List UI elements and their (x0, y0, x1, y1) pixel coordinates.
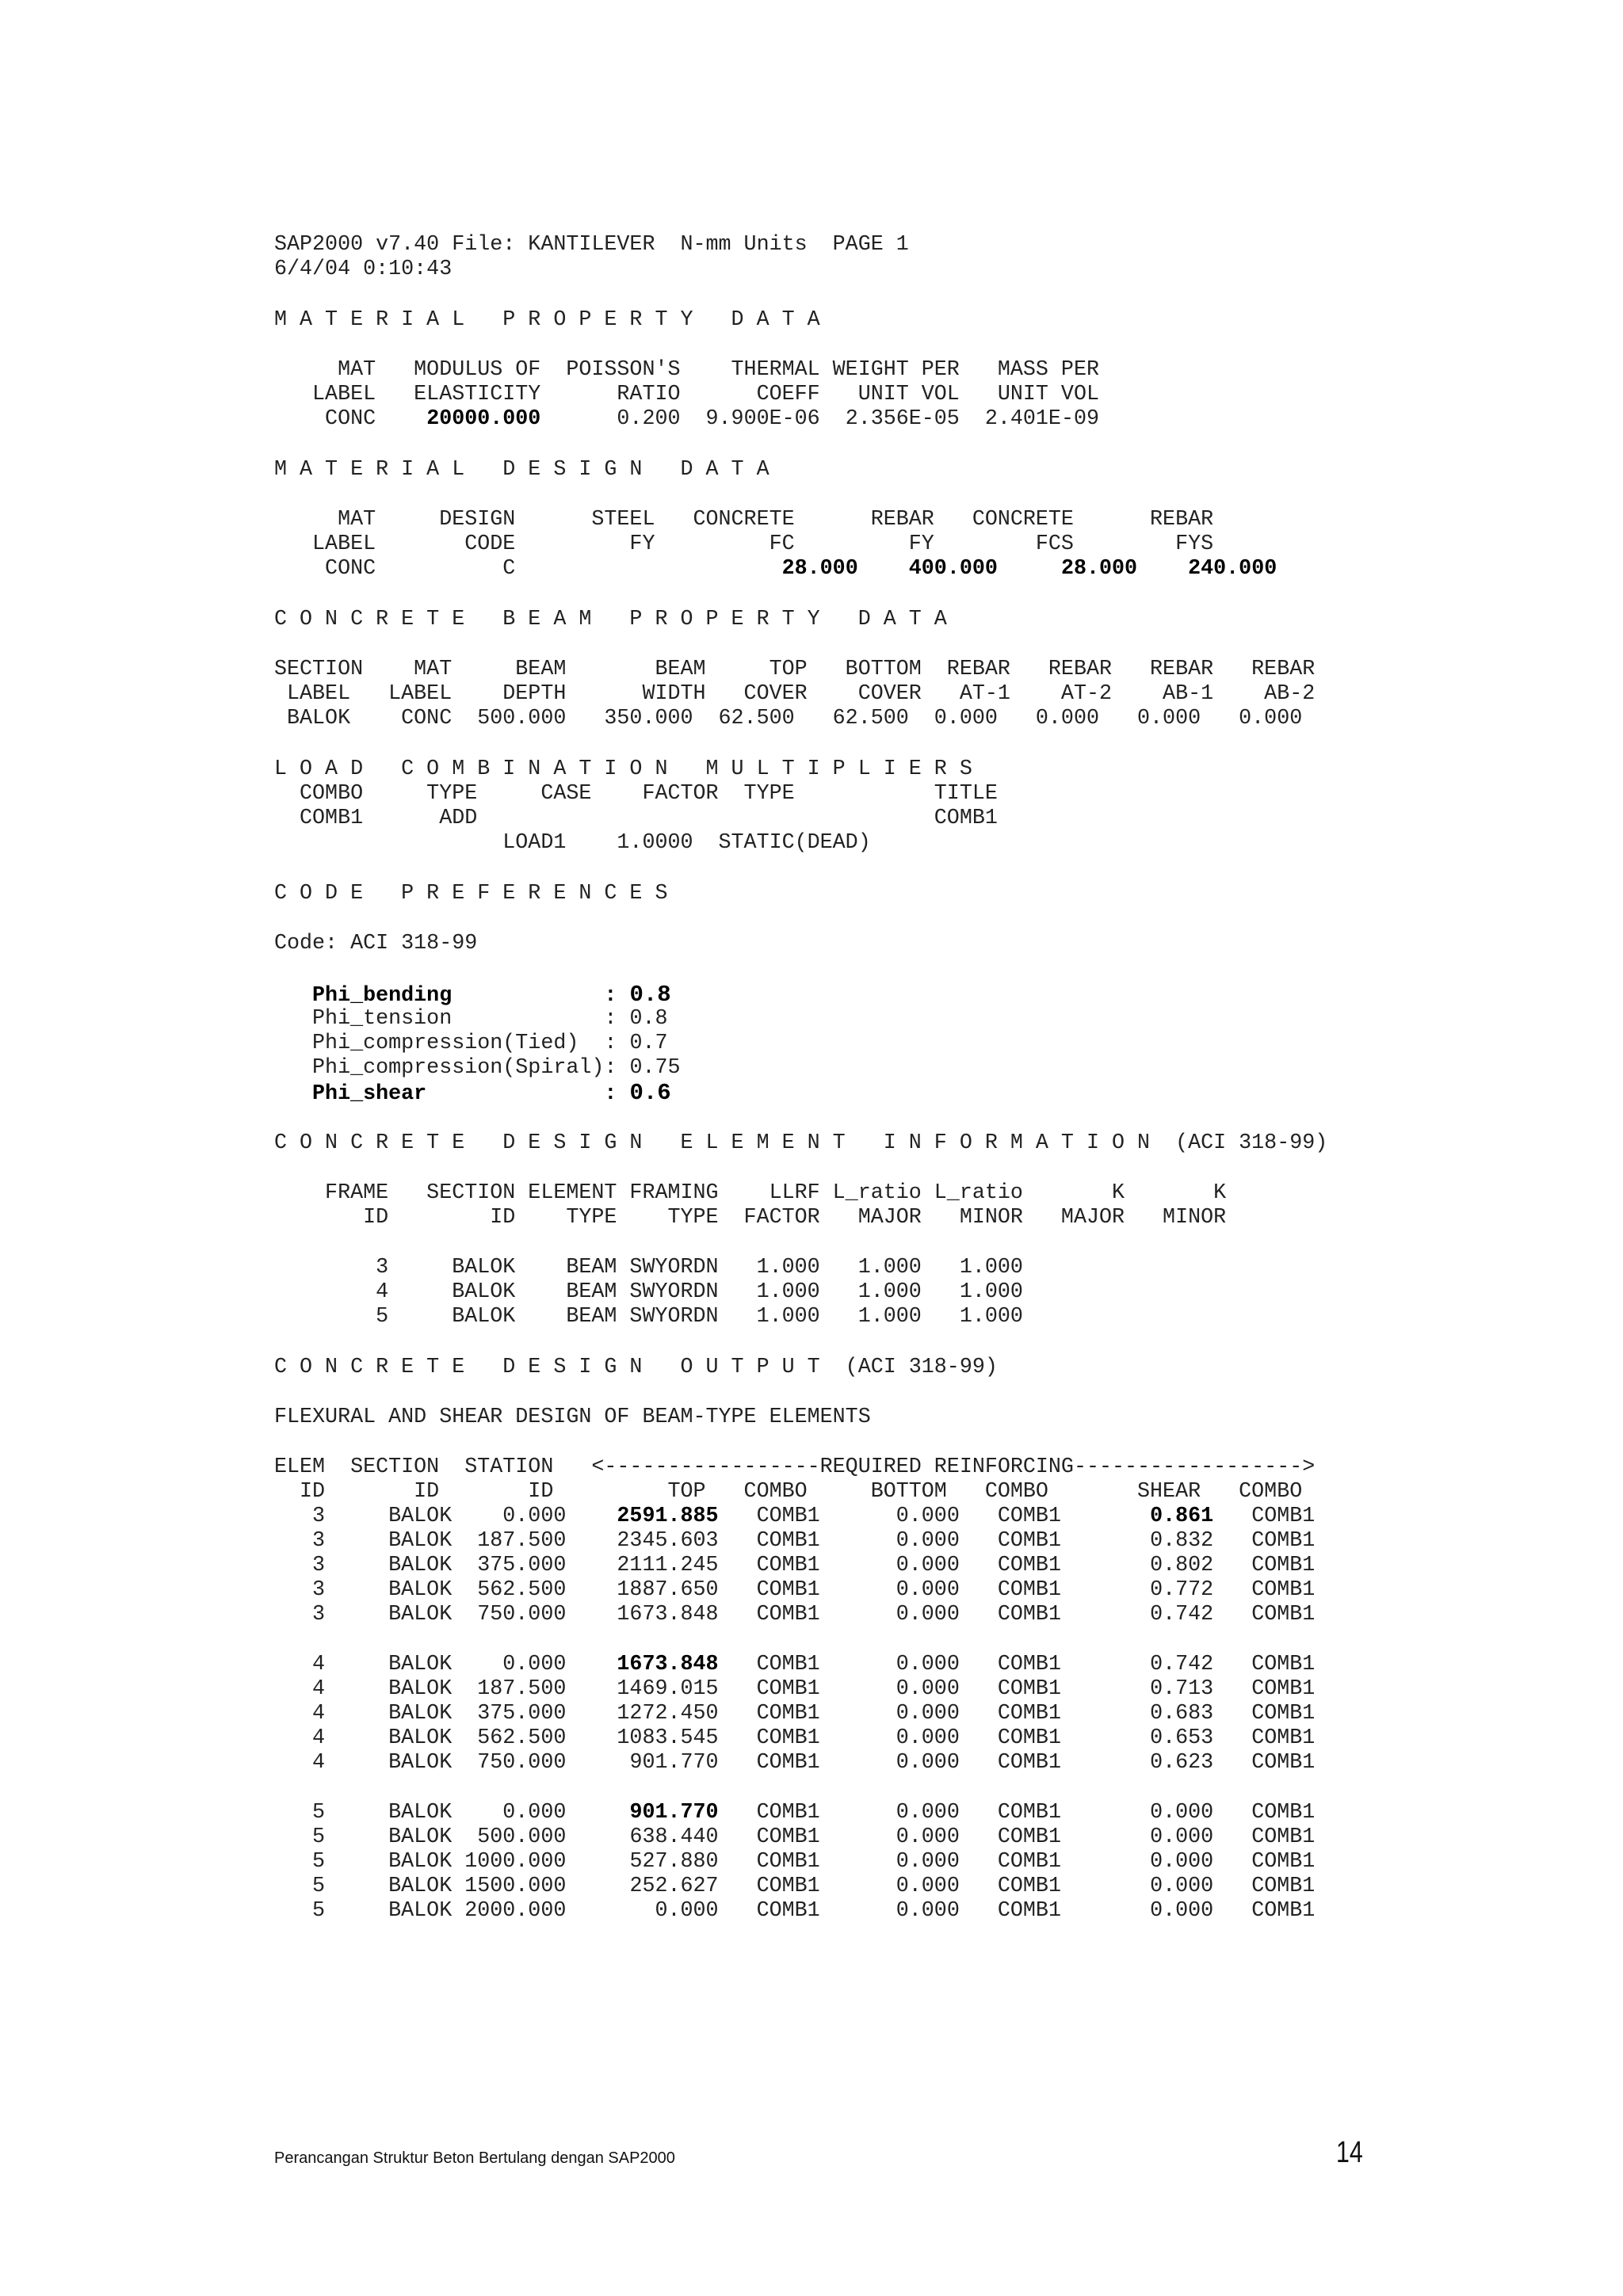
bottom-combo: COMB1 (997, 1825, 1061, 1849)
top-combo: COMB1 (756, 1578, 820, 1602)
elem-id: 5 (312, 1899, 326, 1923)
top-reinforcing: 1673.848 (617, 1653, 719, 1676)
top-reinforcing: 2591.885 (617, 1505, 719, 1528)
bottom-reinforcing: 0.000 (896, 1529, 960, 1553)
bottom-reinforcing: 0.000 (896, 1702, 960, 1726)
elem-id: 3 (312, 1603, 326, 1627)
top-combo: COMB1 (756, 1603, 820, 1627)
top-reinforcing: 1887.650 (617, 1578, 719, 1602)
shear-combo: COMB1 (1251, 1726, 1316, 1750)
design-output-row (274, 1875, 1315, 1900)
elem-id: 5 (312, 1850, 326, 1874)
section-id: BALOK (388, 1702, 453, 1726)
bottom-reinforcing: 0.000 (896, 1825, 960, 1849)
station: 500.000 (477, 1825, 567, 1849)
elem-id: 3 (312, 1578, 326, 1602)
design-output-row (274, 1578, 1315, 1604)
code-preferences-heading: C O D E P R E F E R E N C E S (274, 882, 668, 906)
element-info-header-2: ID ID TYPE TYPE FACTOR MAJOR MINOR MAJOR MINOR (274, 1206, 1227, 1230)
top-combo: COMB1 (756, 1801, 820, 1825)
shear-reinforcing: 0.000 (1150, 1801, 1214, 1825)
top-combo: COMB1 (756, 1751, 820, 1775)
top-reinforcing: 1083.545 (617, 1726, 719, 1750)
top-reinforcing: 252.627 (629, 1875, 719, 1898)
bottom-combo: COMB1 (997, 1751, 1061, 1775)
top-combo: COMB1 (756, 1529, 820, 1553)
top-reinforcing: 527.880 (629, 1850, 719, 1874)
design-output-row (274, 1850, 1315, 1875)
design-output-row (274, 1529, 1315, 1554)
design-output-row (274, 1505, 1315, 1530)
shear-combo: COMB1 (1251, 1702, 1316, 1726)
top-reinforcing: 901.770 (629, 1751, 719, 1775)
section-id: BALOK (388, 1505, 453, 1528)
design-output-row (274, 1726, 1315, 1752)
material-design-header-2: LABEL CODE FY FC FY FCS FYS (274, 532, 1214, 556)
load-combination-header: COMBO TYPE CASE FACTOR TYPE TITLE (274, 782, 998, 806)
phi-bending-value: 0.8 (629, 982, 671, 1008)
shear-combo: COMB1 (1251, 1653, 1316, 1676)
elem-id: 3 (312, 1505, 326, 1528)
bottom-combo: COMB1 (997, 1554, 1061, 1577)
bottom-reinforcing: 0.000 (896, 1850, 960, 1874)
shear-reinforcing: 0.000 (1150, 1850, 1214, 1874)
phi-tension-row: Phi_tension : 0.8 (312, 1007, 668, 1031)
phi-tension-label: Phi_tension (312, 1007, 453, 1031)
shear-combo: COMB1 (1251, 1875, 1316, 1898)
design-code: Code: ACI 318-99 (274, 932, 478, 955)
material-design-row (274, 557, 1277, 582)
phi-tension-value: 0.8 (629, 1007, 668, 1031)
shear-reinforcing: 0.000 (1150, 1825, 1214, 1849)
bottom-combo: COMB1 (997, 1578, 1061, 1602)
station: 1000.000 (464, 1850, 567, 1874)
elem-id: 3 (312, 1554, 326, 1577)
phi-shear-value: 0.6 (629, 1080, 671, 1106)
rebar-fy: 400.000 (908, 557, 998, 581)
design-output-row (274, 1702, 1315, 1727)
phi-compression-spiral-label: Phi_compression(Spiral) (312, 1056, 605, 1080)
station: 562.500 (477, 1726, 567, 1750)
design-output-row (274, 1899, 1315, 1924)
bottom-combo: COMB1 (997, 1505, 1061, 1528)
concrete-fcs: 28.000 (1060, 557, 1138, 581)
section-id: BALOK (388, 1554, 453, 1577)
report-date-line: 6/4/04 0:10:43 (274, 257, 453, 281)
top-reinforcing: 2345.603 (617, 1529, 719, 1553)
elem-id: 5 (312, 1825, 326, 1849)
bottom-combo: COMB1 (997, 1899, 1061, 1923)
elem-id: 4 (312, 1751, 326, 1775)
station: 187.500 (477, 1677, 567, 1701)
footer-book-title: Perancangan Struktur Beton Bertulang dengan SAP2000 (274, 2149, 675, 2167)
bottom-reinforcing: 0.000 (896, 1875, 960, 1898)
station: 0.000 (502, 1653, 567, 1676)
bottom-combo: COMB1 (997, 1801, 1061, 1825)
material-design-header-1: MAT DESIGN STEEL CONCRETE REBAR CONCRETE REBAR (274, 508, 1214, 532)
elem-id: 4 (312, 1653, 326, 1676)
load-combination-row-1: COMB1 ADD COMB1 (274, 807, 998, 830)
station: 375.000 (477, 1702, 567, 1726)
shear-reinforcing: 0.000 (1150, 1899, 1214, 1923)
design-output-header-1: ELEM SECTION STATION <-----------------REQUIRED REINFORCING------------------> (274, 1455, 1316, 1479)
bottom-combo: COMB1 (997, 1726, 1061, 1750)
station: 750.000 (477, 1751, 567, 1775)
material-property-rest: 0.200 9.900E-06 2.356E-05 2.401E-09 (540, 407, 1099, 431)
section-id: BALOK (388, 1578, 453, 1602)
top-reinforcing: 2111.245 (617, 1554, 719, 1577)
elem-id: 4 (312, 1726, 326, 1750)
phi-bending-row: Phi_bending : 0.8 (312, 982, 671, 1008)
design-output-row (274, 1554, 1315, 1579)
shear-combo: COMB1 (1251, 1529, 1316, 1553)
shear-combo: COMB1 (1251, 1578, 1316, 1602)
beam-property-row: BALOK CONC 500.000 350.000 62.500 62.500 0.000 0.000 0.000 0.000 (274, 707, 1303, 730)
shear-reinforcing: 0.861 (1150, 1505, 1214, 1528)
shear-combo: COMB1 (1251, 1899, 1316, 1923)
bottom-reinforcing: 0.000 (896, 1751, 960, 1775)
design-output-row (274, 1801, 1315, 1826)
material-property-header-2: LABEL ELASTICITY RATIO COEFF UNIT VOL UNIT VOL (274, 383, 1099, 406)
element-info-row: 5 BALOK BEAM SWYORDN 1.000 1.000 1.000 (274, 1305, 1023, 1329)
bottom-reinforcing: 0.000 (896, 1801, 960, 1825)
bottom-combo: COMB1 (997, 1875, 1061, 1898)
section-id: BALOK (388, 1899, 453, 1923)
top-combo: COMB1 (756, 1726, 820, 1750)
section-id: BALOK (388, 1825, 453, 1849)
elem-id: 3 (312, 1529, 326, 1553)
top-combo: COMB1 (756, 1899, 820, 1923)
load-combination-row-2: LOAD1 1.0000 STATIC(DEAD) (274, 831, 871, 855)
design-output-row (274, 1751, 1315, 1776)
top-reinforcing: 1469.015 (617, 1677, 719, 1701)
station: 562.500 (477, 1578, 567, 1602)
design-output-row (274, 1603, 1315, 1628)
shear-reinforcing: 0.772 (1150, 1578, 1214, 1602)
shear-reinforcing: 0.653 (1150, 1726, 1214, 1750)
top-reinforcing: 638.440 (629, 1825, 719, 1849)
phi-bending-label: Phi_bending (312, 984, 453, 1008)
bottom-combo: COMB1 (997, 1702, 1061, 1726)
bottom-combo: COMB1 (997, 1603, 1061, 1627)
section-id: BALOK (388, 1801, 453, 1825)
shear-reinforcing: 0.000 (1150, 1875, 1214, 1898)
station: 375.000 (477, 1554, 567, 1577)
design-output-heading: C O N C R E T E D E S I G N O U T P U T (ACI 318-99) (274, 1356, 998, 1379)
shear-combo: COMB1 (1251, 1603, 1316, 1627)
bottom-combo: COMB1 (997, 1529, 1061, 1553)
phi-compression-tied-value: 0.7 (629, 1032, 668, 1055)
material-property-row (274, 407, 1099, 433)
material-property-heading: M A T E R I A L P R O P E R T Y D A T A (274, 308, 820, 332)
bottom-reinforcing: 0.000 (896, 1505, 960, 1528)
mat-label: CONC (274, 407, 376, 431)
report-title-line: SAP2000 v7.40 File: KANTILEVER N-mm Units PAGE 1 (274, 233, 909, 257)
shear-combo: COMB1 (1251, 1825, 1316, 1849)
station: 2000.000 (464, 1899, 567, 1923)
phi-compression-tied-row: Phi_compression(Tied) : 0.7 (312, 1032, 668, 1055)
elem-id: 5 (312, 1875, 326, 1898)
bottom-reinforcing: 0.000 (896, 1554, 960, 1577)
top-reinforcing: 1673.848 (617, 1603, 719, 1627)
section-id: BALOK (388, 1603, 453, 1627)
station: 0.000 (502, 1505, 567, 1528)
phi-shear-row: Phi_shear : 0.6 (312, 1080, 671, 1106)
element-info-header-1: FRAME SECTION ELEMENT FRAMING LLRF L_ratio L_ratio K K (274, 1181, 1227, 1205)
section-id: BALOK (388, 1751, 453, 1775)
section-id: BALOK (388, 1529, 453, 1553)
element-info-heading: C O N C R E T E D E S I G N E L E M E N T I N F O R M A T I O N (ACI 318-99) (274, 1131, 1328, 1155)
top-reinforcing: 0.000 (655, 1899, 719, 1923)
material-design-heading: M A T E R I A L D E S I G N D A T A (274, 458, 769, 482)
bottom-reinforcing: 0.000 (896, 1726, 960, 1750)
material-design-left: CONC C (274, 557, 516, 581)
top-reinforcing: 901.770 (629, 1801, 719, 1825)
top-combo: COMB1 (756, 1554, 820, 1577)
elem-id: 4 (312, 1702, 326, 1726)
bottom-reinforcing: 0.000 (896, 1677, 960, 1701)
bottom-combo: COMB1 (997, 1850, 1061, 1874)
design-output-row (274, 1653, 1315, 1678)
section-id: BALOK (388, 1726, 453, 1750)
top-combo: COMB1 (756, 1702, 820, 1726)
station: 1500.000 (464, 1875, 567, 1898)
section-id: BALOK (388, 1850, 453, 1874)
phi-compression-tied-label: Phi_compression(Tied) (312, 1032, 579, 1055)
rebar-fys: 240.000 (1188, 557, 1277, 581)
top-combo: COMB1 (756, 1825, 820, 1849)
station: 0.000 (502, 1801, 567, 1825)
bottom-reinforcing: 0.000 (896, 1578, 960, 1602)
material-property-header-1: MAT MODULUS OF POISSON'S THERMAL WEIGHT PER MASS PER (274, 358, 1099, 382)
design-output-header-2: ID ID ID TOP COMBO BOTTOM COMBO SHEAR COMBO (274, 1480, 1303, 1504)
shear-reinforcing: 0.742 (1150, 1603, 1214, 1627)
shear-reinforcing: 0.802 (1150, 1554, 1214, 1577)
bottom-combo: COMB1 (997, 1677, 1061, 1701)
station: 750.000 (477, 1603, 567, 1627)
shear-combo: COMB1 (1251, 1554, 1316, 1577)
phi-shear-label: Phi_shear (312, 1082, 427, 1106)
elem-id: 4 (312, 1677, 326, 1701)
modulus-of-elasticity: 20000.000 (426, 407, 541, 431)
top-combo: COMB1 (756, 1505, 820, 1528)
shear-reinforcing: 0.683 (1150, 1702, 1214, 1726)
top-reinforcing: 1272.450 (617, 1702, 719, 1726)
section-id: BALOK (388, 1875, 453, 1898)
bottom-reinforcing: 0.000 (896, 1653, 960, 1676)
bottom-reinforcing: 0.000 (896, 1899, 960, 1923)
page-number: 14 (1336, 2136, 1363, 2169)
top-combo: COMB1 (756, 1850, 820, 1874)
shear-reinforcing: 0.832 (1150, 1529, 1214, 1553)
design-output-row (274, 1825, 1315, 1851)
element-info-row: 3 BALOK BEAM SWYORDN 1.000 1.000 1.000 (274, 1256, 1023, 1280)
section-id: BALOK (388, 1677, 453, 1701)
phi-compression-spiral-value: 0.75 (629, 1056, 681, 1080)
design-output-subheading: FLEXURAL AND SHEAR DESIGN OF BEAM-TYPE ELEMENTS (274, 1405, 871, 1429)
top-combo: COMB1 (756, 1653, 820, 1676)
shear-reinforcing: 0.623 (1150, 1751, 1214, 1775)
shear-reinforcing: 0.713 (1150, 1677, 1214, 1701)
beam-property-header-2: LABEL LABEL DEPTH WIDTH COVER COVER AT-1 AT-2 AB-1 AB-2 (274, 682, 1316, 706)
elem-id: 5 (312, 1801, 326, 1825)
phi-compression-spiral-row: Phi_compression(Spiral): 0.75 (312, 1056, 681, 1080)
shear-combo: COMB1 (1251, 1801, 1316, 1825)
section-id: BALOK (388, 1653, 453, 1676)
bottom-reinforcing: 0.000 (896, 1603, 960, 1627)
shear-combo: COMB1 (1251, 1505, 1316, 1528)
shear-combo: COMB1 (1251, 1677, 1316, 1701)
shear-combo: COMB1 (1251, 1751, 1316, 1775)
design-output-row (274, 1677, 1315, 1703)
load-combination-heading: L O A D C O M B I N A T I O N M U L T I P L I E R S (274, 757, 972, 781)
top-combo: COMB1 (756, 1875, 820, 1898)
element-info-row: 4 BALOK BEAM SWYORDN 1.000 1.000 1.000 (274, 1280, 1023, 1304)
concrete-fc: 28.000 (781, 557, 858, 581)
beam-property-heading: C O N C R E T E B E A M P R O P E R T Y D A T A (274, 608, 947, 631)
beam-property-header-1: SECTION MAT BEAM BEAM TOP BOTTOM REBAR REBAR REBAR REBAR (274, 658, 1316, 681)
shear-combo: COMB1 (1251, 1850, 1316, 1874)
top-combo: COMB1 (756, 1677, 820, 1701)
station: 187.500 (477, 1529, 567, 1553)
bottom-combo: COMB1 (997, 1653, 1061, 1676)
shear-reinforcing: 0.742 (1150, 1653, 1214, 1676)
